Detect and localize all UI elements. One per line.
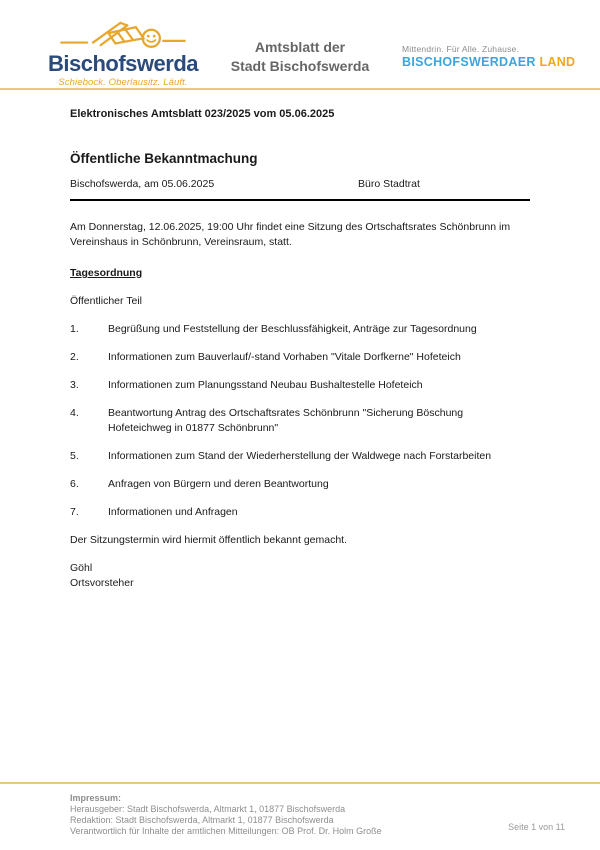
agenda-item [70, 378, 530, 393]
region-brand-name [402, 55, 580, 69]
agenda-item-number: 5. [70, 450, 79, 462]
gazette-title [198, 38, 402, 76]
agenda-item [70, 505, 530, 520]
region-brand-claim: Mittendrin. Für Alle. Zuhause. [402, 44, 520, 54]
agenda-item [70, 449, 530, 464]
public-section-label: Öffentlicher Teil [70, 295, 142, 307]
intro-paragraph: Am Donnerstag, 12.06.2025, 19:00 Uhr findet eine Sitzung des Ortschaftsrates Schönbrunn im Vereinshaus in Schönbrunn, Vereinsraum, statt. [70, 221, 511, 248]
page-indicator: Seite 1 von 11 [508, 822, 565, 832]
agenda-item-number: 2. [70, 351, 79, 363]
office-label: Büro Stadtrat [358, 178, 420, 190]
gazette-title-line2: Stadt Bischofswerda [230, 58, 370, 74]
city-logo [48, 16, 198, 88]
agenda-item-text: Anfragen von Bürgern und deren Beantwortung [108, 478, 329, 490]
signature-name: Göhl [70, 562, 93, 574]
impressum-line: Redaktion: Stadt Bischofswerda, Altmarkt 1, 01877 Bischofswerda [70, 815, 334, 825]
issue-line: Elektronisches Amtsblatt 023/2025 vom 05.06.2025 [70, 108, 335, 120]
agenda-item-text: Beantwortung Antrag des Ortschaftsrates Schönbrunn "Sicherung Böschung Hofeteichweg in 01877 Schönbrunn" [108, 407, 464, 434]
signature-role: Ortsvorsteher [70, 577, 134, 589]
agenda-item-text: Begrüßung und Feststellung der Beschlussfähigkeit, Anträge zur Tagesordnung [108, 323, 477, 335]
logo-tagline: Schiebock. Oberlausitz. Läuft. [58, 77, 188, 88]
agenda-item [70, 322, 530, 337]
impressum-lines [70, 804, 565, 837]
wheelbarrow-smiley-sketch-icon [48, 16, 198, 52]
agenda-item [70, 406, 530, 436]
agenda-list [70, 322, 530, 520]
agenda-item-number: 7. [70, 506, 79, 518]
page-footer [0, 782, 600, 850]
agenda-item-text: Informationen zum Stand der Wiederherstellung der Waldwege nach Forstarbeiten [108, 450, 492, 462]
closing-sentence: Der Sitzungstermin wird hiermit öffentlich bekannt gemacht. [70, 534, 348, 546]
signature-block [70, 561, 530, 591]
region-brand [402, 44, 580, 69]
agenda-item-text: Informationen zum Planungsstand Neubau Bushaltestelle Hofeteich [108, 379, 423, 391]
gazette-title-line1: Amtsblatt der [254, 39, 346, 55]
agenda-item-number: 3. [70, 379, 79, 391]
agenda-item-number: 1. [70, 323, 79, 335]
place-date: Bischofswerda, am 05.06.2025 [70, 178, 215, 190]
date-office-row [70, 177, 530, 192]
impressum-line: Verantwortlich für Inhalte der amtlichen Mitteilungen: OB Prof. Dr. Holm Große [70, 826, 382, 836]
agenda-item-number: 4. [70, 407, 79, 419]
agenda-item [70, 477, 530, 492]
agenda-item [70, 350, 530, 365]
announcement-heading: Öffentliche Bekanntmachung [70, 151, 258, 166]
agenda-item-number: 6. [70, 478, 79, 490]
logo-city-name: Bischofswerda [48, 51, 198, 76]
heading-divider [70, 199, 530, 201]
agenda-title: Tagesordnung [70, 267, 143, 279]
page-header [0, 0, 600, 88]
region-brand-name-part2: LAND [539, 55, 576, 69]
region-brand-name-part1: BISCHOFSWERDAER [402, 55, 536, 69]
agenda-item-text: Informationen und Anfragen [108, 506, 238, 518]
document-body [0, 90, 600, 591]
impressum-line: Herausgeber: Stadt Bischofswerda, Altmarkt 1, 01877 Bischofswerda [70, 804, 346, 814]
agenda-item-text: Informationen zum Bauverlauf/-stand Vorhaben "Vitale Dorfkerne" Hofeteich [108, 351, 461, 363]
impressum-label: Impressum: [70, 793, 122, 803]
